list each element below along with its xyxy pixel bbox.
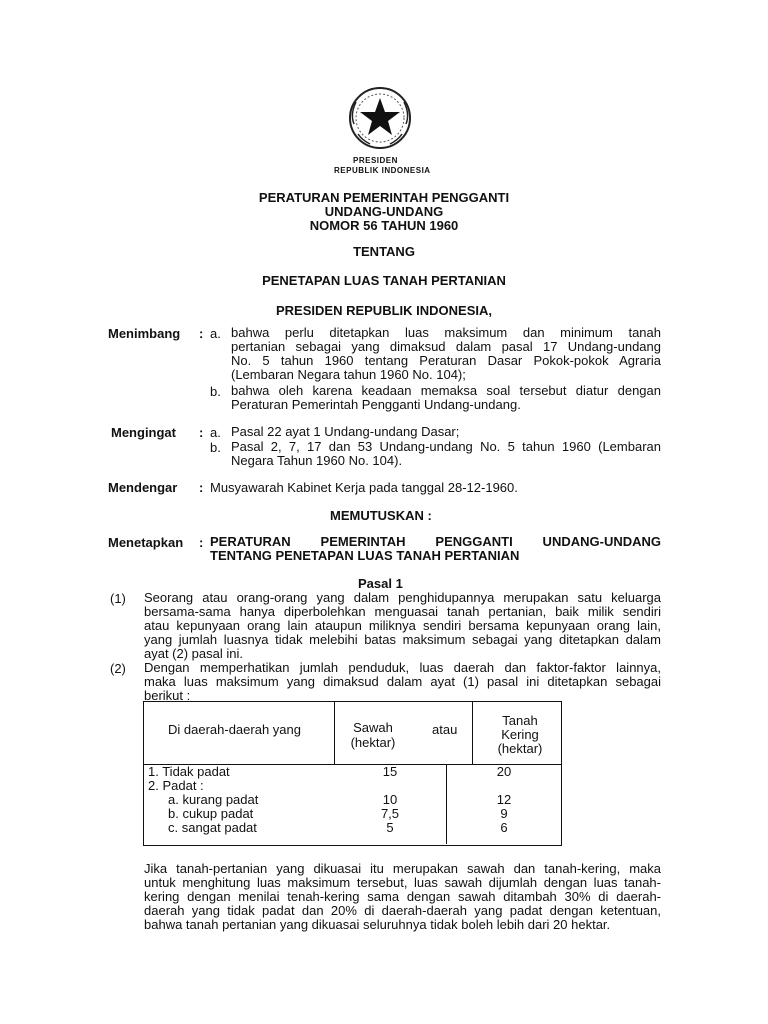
mengingat-label: Mengingat [111,425,176,440]
pasal-1-marker-2: (2) [110,661,126,676]
pasal-1-paragraph-1: Seorang atau orang-orang yang dalam penghidupannya merupakan satu keluarga bersama-sama hanya diperbolehkan menguasai tanah pertanian, baik milik sendiri atau kepunyaan orang lain ataupun miliknya sendiri bersama kepunyaan orang lain, yang jumlah luasnya tidak melebihi batas maksimum sebagai yang ditetapkan dalam ayat (2) pasal ini. [144,590,661,661]
table-row [148,820,558,834]
mendengar-text: Musyawarah Kabinet Kerja pada tanggal 28-12-1960. [210,480,518,495]
mendengar-colon: : [199,480,204,495]
row-label: c. sangat padat [168,820,257,835]
table-row [148,806,558,820]
emblem-caption-2: REPUBLIK INDONESIA [334,166,431,175]
president-heading: PRESIDEN REPUBLIK INDONESIA, [276,303,492,318]
menimbang-item-b: bahwa oleh karena keadaan memaksa soal tersebut diatur dengan Peraturan Pemerintah Pengganti Undang-undang. [231,383,661,412]
table-row [148,778,558,792]
row-label: b. cukup padat [168,806,254,821]
tentang-heading: TENTANG [353,244,415,259]
menetapkan-colon: : [199,535,204,550]
row-label: 2. Padat : [148,778,204,793]
table-header-sawah: Sawah (hektar) [350,720,396,750]
row-sawah: 10 [382,792,398,807]
title-line-3: NOMOR 56 TAHUN 1960 [309,218,459,233]
menimbang-label: Menimbang [108,326,181,341]
mendengar-label: Mendengar [108,480,178,495]
row-kering: 20 [496,764,512,779]
title-line-1: PERATURAN PEMERINTAH PENGGANTI [258,190,510,205]
mengingat-marker-b: b. [210,440,221,455]
menetapkan-text: PERATURAN PEMERINTAH PENGGANTI UNDANG-UNDANG TENTANG PENETAPAN LUAS TANAH PERTANIAN [210,534,661,563]
pasal-1-paragraph-2: Dengan memperhatikan jumlah penduduk, luas daerah dan faktor-faktor lainnya, maka luas maksimum yang dimaksud dalam ayat (1) pasal ini ditetapkan sebagai berikut : [144,660,661,703]
row-kering: 9 [500,806,508,821]
mengingat-marker-a: a. [210,425,221,440]
row-sawah: 7,5 [380,806,400,821]
pasal-1-title: Pasal 1 [358,576,403,591]
table-header-kering: Tanah Kering (hektar) [497,713,543,756]
subject-heading: PENETAPAN LUAS TANAH PERTANIAN [262,273,506,288]
table-col-divider-2 [472,701,473,765]
table-header-atau: atau [432,722,458,737]
row-kering: 12 [496,792,512,807]
star-wreath-icon [340,84,420,154]
memutuskan-heading: MEMUTUSKAN : [330,508,432,523]
table-col-divider-1 [334,701,335,765]
row-sawah: 15 [382,764,398,779]
menimbang-item-a: bahwa perlu ditetapkan luas maksimum dan minimum tanah pertanian sebagai yang dimaksud dalam pasal 17 Undang-undang No. 5 tahun 1960 tentang Peraturan Dasar Pokok-pokok Agraria (Lembaran Negara tahun 1960 No. 104); [231,325,661,382]
menimbang-marker-a: a. [210,326,221,341]
table-row [148,764,558,778]
row-label: 1. Tidak padat [148,764,230,779]
menimbang-colon: : [199,326,204,341]
garuda-emblem [340,84,420,154]
row-kering: 6 [500,820,508,835]
pasal-1-marker-1: (1) [110,591,126,606]
row-sawah: 5 [386,820,394,835]
table-row [148,792,558,806]
table-header-region: Di daerah-daerah yang [168,722,301,737]
mengingat-item-b: Pasal 2, 7, 17 dan 53 Undang-undang No. 5 tahun 1960 (Lembaran Negara Tahun 1960 No. 104). [231,439,661,468]
menetapkan-label: Menetapkan [108,535,184,550]
row-label: a. kurang padat [168,792,259,807]
title-line-2: UNDANG-UNDANG [324,204,444,219]
mengingat-item-a: Pasal 22 ayat 1 Undang-undang Dasar; [231,424,460,439]
mengingat-colon: : [199,425,204,440]
emblem-caption-1: PRESIDEN [353,156,398,165]
closing-paragraph: Jika tanah-pertanian yang dikuasai itu merupakan sawah dan tanah-kering, maka untuk menghitung luas maksimum tersebut, luas sawah dijumlah dengan luas tanah- kering dengan menilai tenah-kering sama dengan sawah ditambah 30% di daerah- daerah yang tidak padat dan 20% di daerah-daerah yang padat dengan ketentuan, bahwa tanah pertanian yang dikuasai seluruhnya tidak boleh lebih dari 20 hektar. [144,861,661,932]
menimbang-marker-b: b. [210,384,221,399]
